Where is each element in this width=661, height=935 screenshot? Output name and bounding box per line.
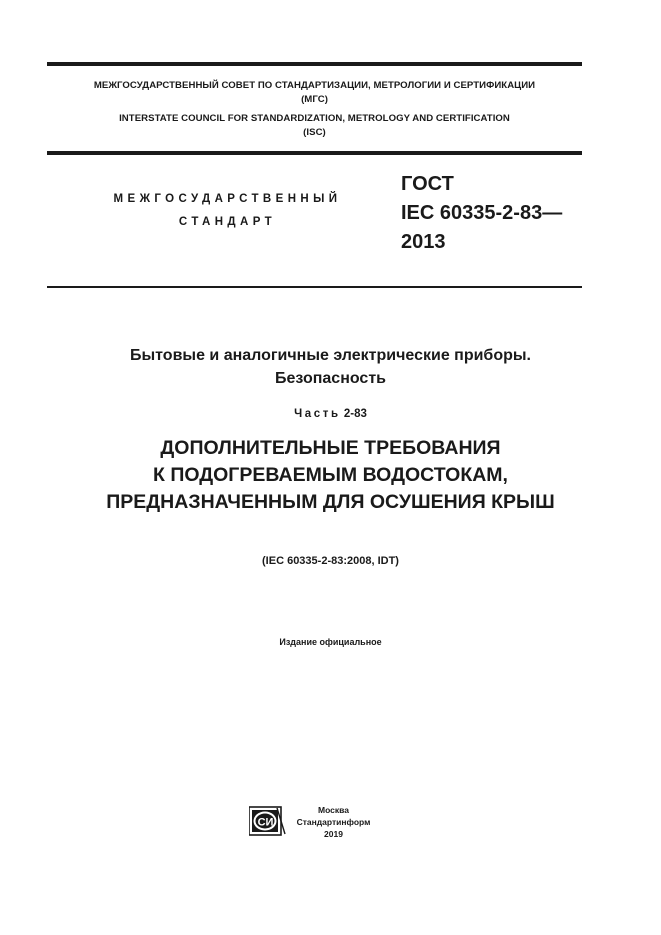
publisher-name: Стандартинформ [296,817,371,827]
designation-line2: IEC 60335-2-83— [401,202,563,224]
part-number: 2-83 [343,408,367,420]
edition-label: Издание официальное [279,637,382,647]
designation-line3: 2013 [401,231,446,253]
council-block [47,79,582,140]
part-title-line1: ДОПОЛНИТЕЛЬНЫЕ ТРЕБОВАНИЯ [160,437,501,459]
council-ru-abbr: (МГС) [301,94,328,105]
logo-text: СИ [257,816,274,829]
part-word: Часть [294,408,341,420]
publisher-block [296,804,371,840]
council-en-name: INTERSTATE COUNCIL FOR STANDARDIZATION, METROLOGY AND CERTIFICATION [119,113,510,124]
document-title [47,344,614,390]
designation-bottom-rule [47,286,582,288]
top-rule [47,62,582,66]
part-title [20,435,641,516]
iec-reference: (IEC 60335-2-83:2008, IDT) [262,555,399,567]
council-en-abbr: (ISC) [303,127,326,138]
council-ru-name: МЕЖГОСУДАРСТВЕННЫЙ СОВЕТ ПО СТАНДАРТИЗАЦИИ, МЕТРОЛОГИИ И СЕРТИФИКАЦИИ [93,80,536,91]
designation-line1: ГОСТ [401,173,454,195]
part-title-line3: ПРЕДНАЗНАЧЕННЫМ ДЛЯ ОСУШЕНИЯ КРЫШ [106,491,555,513]
standard-designation [401,170,562,257]
standard-kind [100,188,355,234]
standard-kind-line1: МЕЖГОСУДАРСТВЕННЫЙ [113,193,342,205]
title-line1: Бытовые и аналогичные электрические приборы. [130,347,531,364]
part-title-line2: К ПОДОГРЕВАЕМЫМ ВОДОСТОКАМ, [153,464,508,486]
title-line2: Безопасность [275,370,386,387]
publication-year: 2019 [324,829,343,839]
standard-kind-line2: СТАНДАРТ [178,216,277,228]
part-label [47,408,614,420]
council-bottom-rule [47,151,582,155]
publisher-city: Москва [318,805,349,815]
standartinform-logo-icon [249,806,286,836]
